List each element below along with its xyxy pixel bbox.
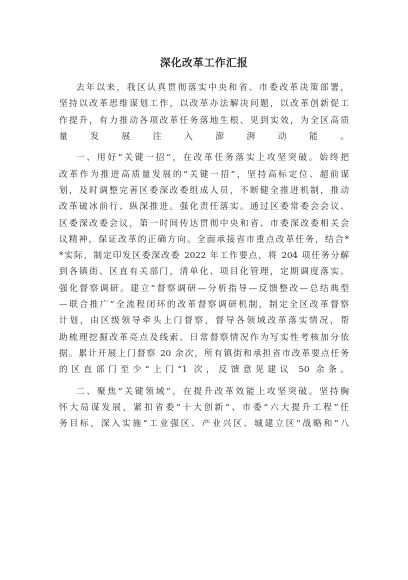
text-line: 计划，由区级领导牵头上门督察，督导各领域改革落实情况，帮 — [59, 316, 349, 327]
text-line: 改革作为推进高质量发展的“关键一招”，坚持高标定位、超前谋 — [59, 169, 349, 180]
text-line: 去年以来，我区认真贯彻落实中央和省、市委改革决策部署， — [76, 83, 349, 93]
text-line: 区委深改委会议，第一时间传达贯彻中央和省、市委深改委相关会 — [59, 218, 349, 229]
text-line: 二、聚焦“关键领域”，在提升改革效能上攻坚突破。坚持胸 — [76, 386, 349, 397]
text-line: 的区直部门至少“上门”1 次，反馈意见建议 50 余条。 — [59, 365, 349, 376]
title-spacer — [59, 70, 349, 80]
text-line: —联合推广”全流程闭环的改革督察调研机制，制定全区改革督察 — [59, 300, 349, 311]
paragraph-intro — [59, 80, 349, 145]
text-line: 作提升，有力推动各项改革任务落地生根、见到实效，为全区高质 — [59, 115, 349, 126]
text-line: 量发展注入澎湃动能。 — [59, 131, 349, 142]
text-line: 助梳理挖掘改革亮点及线索。日常督察情况作为写实性考核加分依 — [59, 332, 349, 343]
text-line: 坚持以改革思维谋划工作，以改革办法解决问题，以改革创新促工 — [59, 99, 349, 110]
text-line: 怀大局谋发展，紧扣省委“十大创新”、市委“六大提升工程”任 — [59, 403, 349, 414]
text-line: 强化督察调研。建立“督察调研—分析指导—反馈整改—总结典型 — [59, 283, 349, 294]
text-line: 议精神，保证改革的正确方向。全面承接省市重点改革任务，结合* — [59, 234, 349, 245]
text-line: *实际，制定印发区委深改委 2022 年工作要点，将 204 项任务分解 — [59, 251, 349, 262]
text-line: 改革破冰前行、纵深推进。强化责任落实。通过区委常委会会议、 — [59, 202, 349, 213]
paragraph-section-one — [59, 150, 349, 378]
paragraph-section-two — [59, 384, 349, 433]
text-line: 一、用好“关键一招”，在改革任务落实上攻坚突破。始终把 — [76, 153, 349, 164]
text-line: 到各镇街、区直有关部门，清单化、项目化管理，定期调度落实。 — [59, 267, 349, 278]
text-line: 划，及时调整完善区委深改委组成人员，不断健全推进机制，推动 — [59, 185, 349, 196]
text-line: 务目标，深入实施“工业强区、产业兴区、城建立区”战略和“八 — [59, 419, 349, 430]
document-title: 深化改革工作汇报 — [160, 57, 248, 69]
text-line: 据。累计开展上门督察 20 余次，所有镇街和承担省市改革要点任务 — [59, 348, 349, 359]
